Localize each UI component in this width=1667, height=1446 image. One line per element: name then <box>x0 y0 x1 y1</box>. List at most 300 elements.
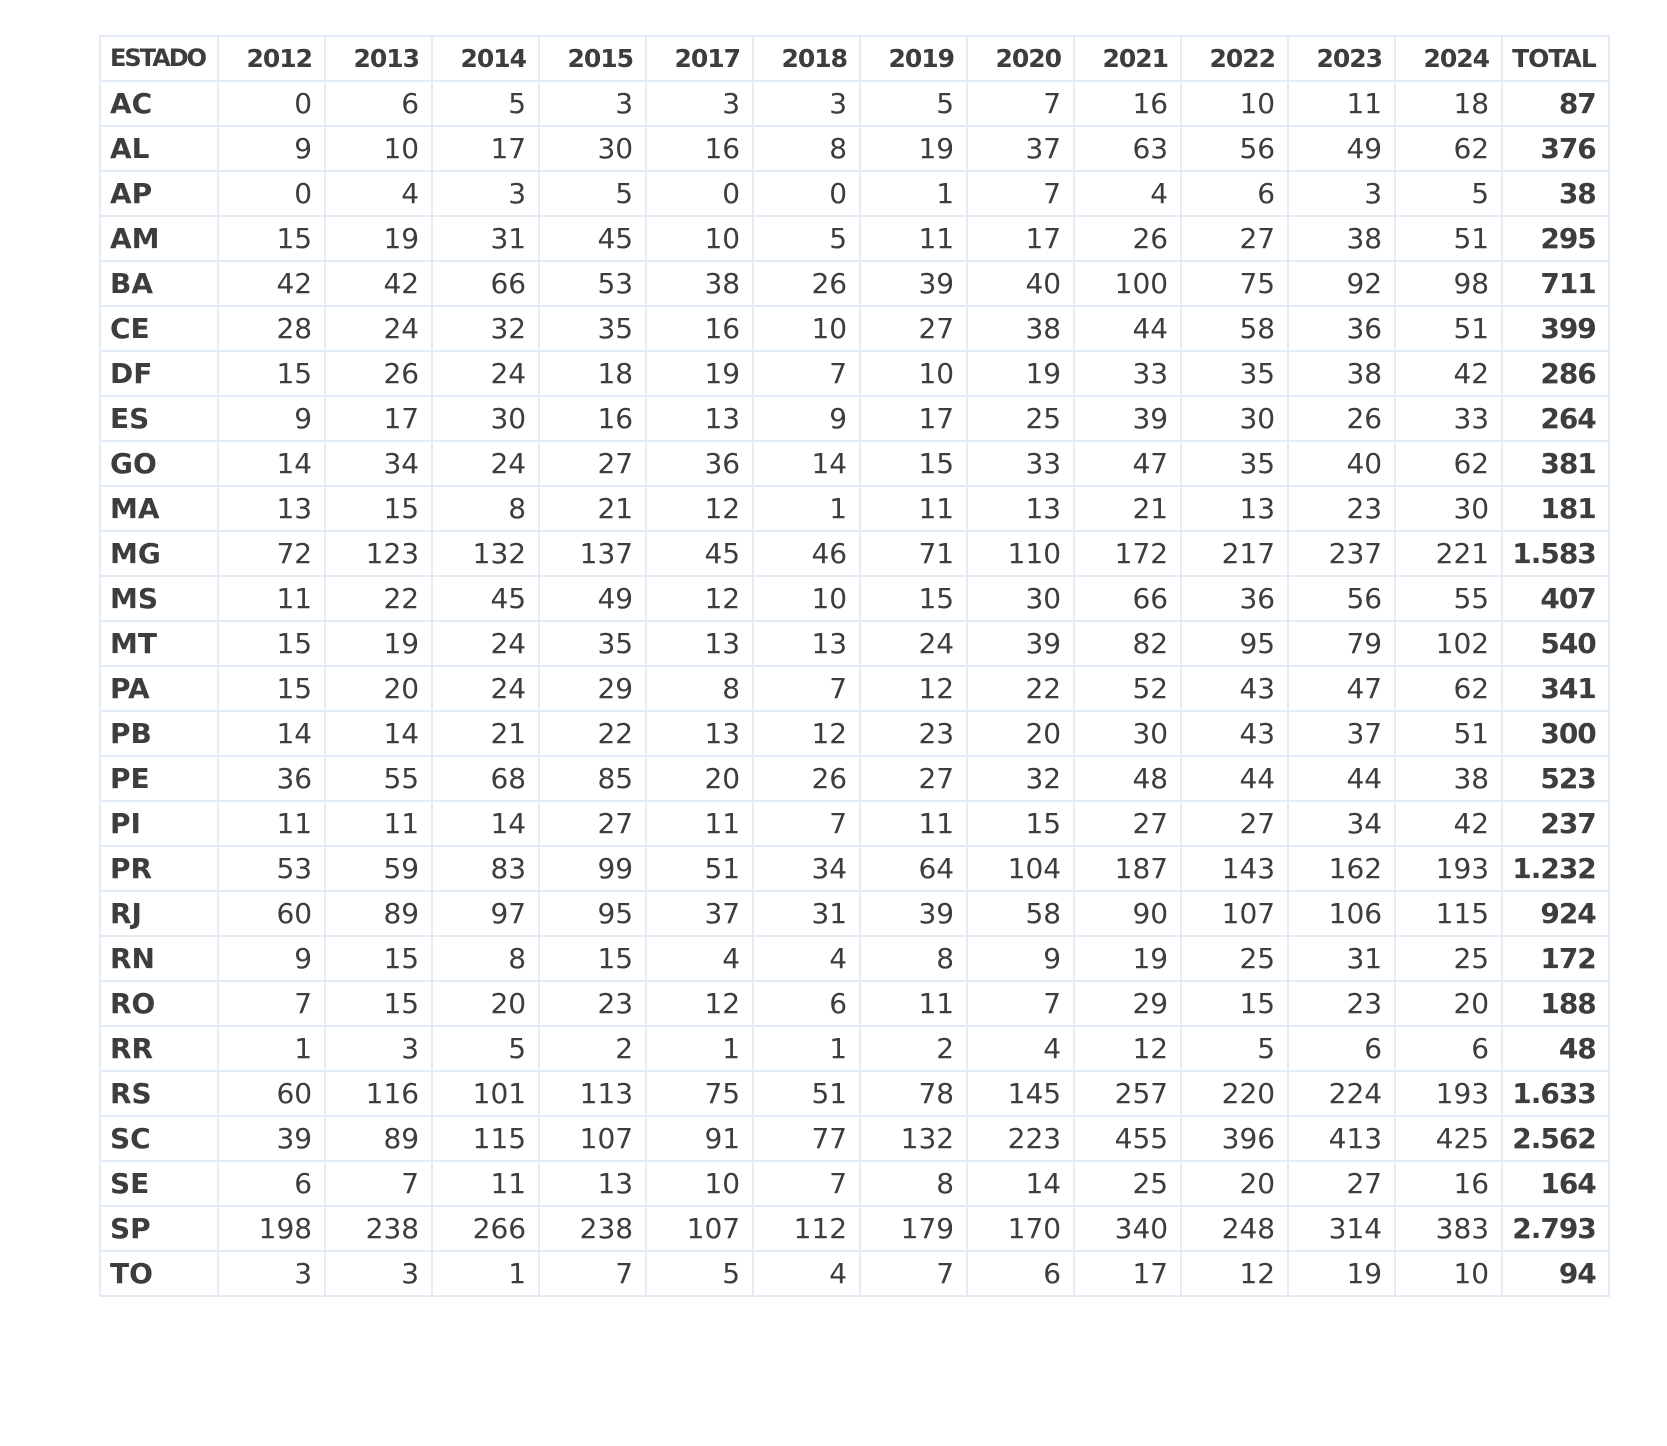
value-cell: 47 <box>1288 666 1395 711</box>
value-cell: 1 <box>432 1251 539 1296</box>
value-cell: 7 <box>753 666 860 711</box>
value-cell: 10 <box>753 306 860 351</box>
value-cell: 55 <box>325 756 432 801</box>
value-cell: 6 <box>753 981 860 1026</box>
value-cell: 14 <box>753 441 860 486</box>
value-cell: 31 <box>753 891 860 936</box>
value-cell: 8 <box>860 936 967 981</box>
total-cell: 300 <box>1502 711 1609 756</box>
value-cell: 42 <box>325 261 432 306</box>
value-cell: 4 <box>753 1251 860 1296</box>
value-cell: 8 <box>432 936 539 981</box>
value-cell: 62 <box>1395 441 1502 486</box>
value-cell: 17 <box>967 216 1074 261</box>
value-cell: 110 <box>967 531 1074 576</box>
value-cell: 6 <box>325 81 432 126</box>
total-cell: 237 <box>1502 801 1609 846</box>
value-cell: 22 <box>539 711 646 756</box>
value-cell: 8 <box>646 666 753 711</box>
value-cell: 63 <box>1074 126 1181 171</box>
value-cell: 115 <box>1395 891 1502 936</box>
value-cell: 24 <box>432 621 539 666</box>
value-cell: 23 <box>860 711 967 756</box>
value-cell: 8 <box>753 126 860 171</box>
value-cell: 34 <box>325 441 432 486</box>
value-cell: 15 <box>967 801 1074 846</box>
value-cell: 217 <box>1181 531 1288 576</box>
value-cell: 15 <box>325 936 432 981</box>
value-cell: 383 <box>1395 1206 1502 1251</box>
value-cell: 15 <box>218 621 325 666</box>
table-row <box>100 981 1609 1026</box>
value-cell: 62 <box>1395 666 1502 711</box>
value-cell: 1 <box>860 171 967 216</box>
value-cell: 15 <box>218 666 325 711</box>
value-cell: 0 <box>646 171 753 216</box>
value-cell: 6 <box>1395 1026 1502 1071</box>
total-cell: 87 <box>1502 81 1609 126</box>
total-cell: 711 <box>1502 261 1609 306</box>
value-cell: 27 <box>860 756 967 801</box>
value-cell: 15 <box>218 216 325 261</box>
table-row <box>100 711 1609 756</box>
value-cell: 26 <box>1074 216 1181 261</box>
value-cell: 33 <box>1074 351 1181 396</box>
value-cell: 27 <box>1288 1161 1395 1206</box>
header-cell-total: TOTAL <box>1502 36 1609 81</box>
value-cell: 82 <box>1074 621 1181 666</box>
value-cell: 7 <box>753 801 860 846</box>
state-cell: ES <box>100 396 218 441</box>
value-cell: 45 <box>432 576 539 621</box>
header-cell-year: 2021 <box>1074 36 1181 81</box>
value-cell: 34 <box>1288 801 1395 846</box>
value-cell: 51 <box>1395 306 1502 351</box>
value-cell: 187 <box>1074 846 1181 891</box>
value-cell: 162 <box>1288 846 1395 891</box>
value-cell: 238 <box>325 1206 432 1251</box>
header-cell-year: 2018 <box>753 36 860 81</box>
value-cell: 45 <box>539 216 646 261</box>
value-cell: 35 <box>539 306 646 351</box>
value-cell: 0 <box>753 171 860 216</box>
value-cell: 56 <box>1288 576 1395 621</box>
value-cell: 24 <box>325 306 432 351</box>
value-cell: 3 <box>218 1251 325 1296</box>
value-cell: 42 <box>1395 351 1502 396</box>
table-row <box>100 351 1609 396</box>
value-cell: 39 <box>860 261 967 306</box>
data-table <box>99 35 1610 1297</box>
state-cell: SE <box>100 1161 218 1206</box>
value-cell: 132 <box>432 531 539 576</box>
value-cell: 137 <box>539 531 646 576</box>
value-cell: 4 <box>753 936 860 981</box>
value-cell: 11 <box>860 216 967 261</box>
value-cell: 12 <box>753 711 860 756</box>
value-cell: 55 <box>1395 576 1502 621</box>
value-cell: 104 <box>967 846 1074 891</box>
table-row <box>100 261 1609 306</box>
value-cell: 25 <box>1181 936 1288 981</box>
value-cell: 10 <box>646 1161 753 1206</box>
value-cell: 5 <box>539 171 646 216</box>
value-cell: 6 <box>1288 1026 1395 1071</box>
value-cell: 51 <box>1395 216 1502 261</box>
value-cell: 14 <box>325 711 432 756</box>
value-cell: 60 <box>218 891 325 936</box>
value-cell: 48 <box>1074 756 1181 801</box>
value-cell: 10 <box>325 126 432 171</box>
value-cell: 13 <box>646 711 753 756</box>
value-cell: 4 <box>1074 171 1181 216</box>
value-cell: 29 <box>1074 981 1181 1026</box>
value-cell: 32 <box>967 756 1074 801</box>
value-cell: 42 <box>1395 801 1502 846</box>
value-cell: 20 <box>967 711 1074 756</box>
value-cell: 7 <box>325 1161 432 1206</box>
value-cell: 13 <box>218 486 325 531</box>
value-cell: 193 <box>1395 1071 1502 1116</box>
header-cell-year: 2022 <box>1181 36 1288 81</box>
state-cell: MA <box>100 486 218 531</box>
table-row <box>100 576 1609 621</box>
value-cell: 92 <box>1288 261 1395 306</box>
value-cell: 30 <box>1395 486 1502 531</box>
total-cell: 295 <box>1502 216 1609 261</box>
value-cell: 19 <box>860 126 967 171</box>
table-row <box>100 531 1609 576</box>
value-cell: 35 <box>539 621 646 666</box>
header-cell-year: 2020 <box>967 36 1074 81</box>
value-cell: 56 <box>1181 126 1288 171</box>
state-cell: TO <box>100 1251 218 1296</box>
value-cell: 266 <box>432 1206 539 1251</box>
state-cell: RN <box>100 936 218 981</box>
value-cell: 221 <box>1395 531 1502 576</box>
value-cell: 37 <box>1288 711 1395 756</box>
value-cell: 13 <box>539 1161 646 1206</box>
value-cell: 26 <box>1288 396 1395 441</box>
state-cell: AP <box>100 171 218 216</box>
data-table-container <box>99 35 1610 1297</box>
value-cell: 7 <box>860 1251 967 1296</box>
value-cell: 77 <box>753 1116 860 1161</box>
value-cell: 51 <box>753 1071 860 1116</box>
value-cell: 21 <box>539 486 646 531</box>
table-row <box>100 801 1609 846</box>
value-cell: 89 <box>325 1116 432 1161</box>
header-cell-state: ESTADO <box>100 36 218 81</box>
value-cell: 14 <box>967 1161 1074 1206</box>
value-cell: 107 <box>539 1116 646 1161</box>
value-cell: 90 <box>1074 891 1181 936</box>
value-cell: 20 <box>1181 1161 1288 1206</box>
value-cell: 35 <box>1181 351 1288 396</box>
value-cell: 43 <box>1181 666 1288 711</box>
value-cell: 224 <box>1288 1071 1395 1116</box>
value-cell: 107 <box>1181 891 1288 936</box>
value-cell: 19 <box>1288 1251 1395 1296</box>
value-cell: 2 <box>539 1026 646 1071</box>
value-cell: 27 <box>860 306 967 351</box>
value-cell: 99 <box>539 846 646 891</box>
value-cell: 12 <box>1181 1251 1288 1296</box>
value-cell: 11 <box>860 801 967 846</box>
value-cell: 13 <box>967 486 1074 531</box>
value-cell: 20 <box>646 756 753 801</box>
header-cell-year: 2019 <box>860 36 967 81</box>
table-row <box>100 1026 1609 1071</box>
value-cell: 22 <box>325 576 432 621</box>
state-cell: PI <box>100 801 218 846</box>
total-cell: 1.583 <box>1502 531 1609 576</box>
value-cell: 15 <box>325 486 432 531</box>
value-cell: 49 <box>1288 126 1395 171</box>
value-cell: 23 <box>1288 981 1395 1026</box>
value-cell: 30 <box>967 576 1074 621</box>
value-cell: 5 <box>1181 1026 1288 1071</box>
table-row <box>100 1116 1609 1161</box>
value-cell: 59 <box>325 846 432 891</box>
value-cell: 238 <box>539 1206 646 1251</box>
total-cell: 399 <box>1502 306 1609 351</box>
value-cell: 17 <box>432 126 539 171</box>
value-cell: 11 <box>860 981 967 1026</box>
value-cell: 10 <box>1181 81 1288 126</box>
value-cell: 36 <box>218 756 325 801</box>
value-cell: 198 <box>218 1206 325 1251</box>
value-cell: 64 <box>860 846 967 891</box>
header-cell-year: 2012 <box>218 36 325 81</box>
value-cell: 27 <box>1181 216 1288 261</box>
value-cell: 4 <box>325 171 432 216</box>
value-cell: 106 <box>1288 891 1395 936</box>
value-cell: 12 <box>646 576 753 621</box>
state-cell: BA <box>100 261 218 306</box>
value-cell: 25 <box>967 396 1074 441</box>
value-cell: 11 <box>646 801 753 846</box>
value-cell: 39 <box>967 621 1074 666</box>
value-cell: 38 <box>967 306 1074 351</box>
total-cell: 94 <box>1502 1251 1609 1296</box>
value-cell: 314 <box>1288 1206 1395 1251</box>
table-row <box>100 1206 1609 1251</box>
state-cell: SP <box>100 1206 218 1251</box>
value-cell: 115 <box>432 1116 539 1161</box>
value-cell: 25 <box>1074 1161 1181 1206</box>
value-cell: 27 <box>1181 801 1288 846</box>
value-cell: 16 <box>646 126 753 171</box>
value-cell: 7 <box>539 1251 646 1296</box>
value-cell: 14 <box>432 801 539 846</box>
value-cell: 123 <box>325 531 432 576</box>
value-cell: 19 <box>646 351 753 396</box>
value-cell: 38 <box>1288 216 1395 261</box>
value-cell: 170 <box>967 1206 1074 1251</box>
value-cell: 13 <box>1181 486 1288 531</box>
value-cell: 91 <box>646 1116 753 1161</box>
value-cell: 12 <box>646 981 753 1026</box>
value-cell: 8 <box>432 486 539 531</box>
value-cell: 44 <box>1181 756 1288 801</box>
value-cell: 112 <box>753 1206 860 1251</box>
value-cell: 5 <box>753 216 860 261</box>
state-cell: MG <box>100 531 218 576</box>
table-row <box>100 846 1609 891</box>
value-cell: 413 <box>1288 1116 1395 1161</box>
table-body <box>100 81 1609 1296</box>
value-cell: 248 <box>1181 1206 1288 1251</box>
value-cell: 11 <box>432 1161 539 1206</box>
value-cell: 4 <box>646 936 753 981</box>
value-cell: 102 <box>1395 621 1502 666</box>
table-row <box>100 81 1609 126</box>
value-cell: 30 <box>1181 396 1288 441</box>
state-cell: AC <box>100 81 218 126</box>
value-cell: 193 <box>1395 846 1502 891</box>
value-cell: 95 <box>1181 621 1288 666</box>
value-cell: 18 <box>1395 81 1502 126</box>
value-cell: 47 <box>1074 441 1181 486</box>
value-cell: 24 <box>860 621 967 666</box>
value-cell: 44 <box>1074 306 1181 351</box>
value-cell: 97 <box>432 891 539 936</box>
table-row <box>100 756 1609 801</box>
total-cell: 540 <box>1502 621 1609 666</box>
value-cell: 9 <box>218 936 325 981</box>
total-cell: 48 <box>1502 1026 1609 1071</box>
value-cell: 28 <box>218 306 325 351</box>
value-cell: 9 <box>967 936 1074 981</box>
value-cell: 11 <box>218 576 325 621</box>
value-cell: 220 <box>1181 1071 1288 1116</box>
value-cell: 16 <box>1395 1161 1502 1206</box>
table-header-row <box>100 36 1609 81</box>
state-cell: AM <box>100 216 218 261</box>
value-cell: 19 <box>325 621 432 666</box>
value-cell: 101 <box>432 1071 539 1116</box>
value-cell: 66 <box>432 261 539 306</box>
value-cell: 3 <box>646 81 753 126</box>
header-cell-year: 2023 <box>1288 36 1395 81</box>
value-cell: 223 <box>967 1116 1074 1161</box>
value-cell: 24 <box>432 351 539 396</box>
value-cell: 19 <box>325 216 432 261</box>
value-cell: 19 <box>967 351 1074 396</box>
value-cell: 5 <box>646 1251 753 1296</box>
state-cell: MT <box>100 621 218 666</box>
value-cell: 113 <box>539 1071 646 1116</box>
value-cell: 37 <box>967 126 1074 171</box>
value-cell: 95 <box>539 891 646 936</box>
value-cell: 44 <box>1288 756 1395 801</box>
value-cell: 26 <box>753 756 860 801</box>
total-cell: 1.633 <box>1502 1071 1609 1116</box>
value-cell: 68 <box>432 756 539 801</box>
header-cell-year: 2017 <box>646 36 753 81</box>
table-row <box>100 126 1609 171</box>
value-cell: 21 <box>1074 486 1181 531</box>
value-cell: 3 <box>539 81 646 126</box>
value-cell: 7 <box>753 351 860 396</box>
value-cell: 4 <box>967 1026 1074 1071</box>
value-cell: 27 <box>539 441 646 486</box>
value-cell: 7 <box>967 171 1074 216</box>
value-cell: 37 <box>646 891 753 936</box>
state-cell: RO <box>100 981 218 1026</box>
total-cell: 381 <box>1502 441 1609 486</box>
table-row <box>100 666 1609 711</box>
value-cell: 38 <box>1288 351 1395 396</box>
value-cell: 52 <box>1074 666 1181 711</box>
value-cell: 13 <box>646 396 753 441</box>
value-cell: 39 <box>860 891 967 936</box>
value-cell: 16 <box>539 396 646 441</box>
header-cell-year: 2024 <box>1395 36 1502 81</box>
value-cell: 19 <box>1074 936 1181 981</box>
value-cell: 11 <box>218 801 325 846</box>
value-cell: 40 <box>967 261 1074 306</box>
table-row <box>100 621 1609 666</box>
value-cell: 7 <box>218 981 325 1026</box>
value-cell: 237 <box>1288 531 1395 576</box>
value-cell: 45 <box>646 531 753 576</box>
value-cell: 35 <box>1181 441 1288 486</box>
value-cell: 15 <box>860 441 967 486</box>
value-cell: 0 <box>218 81 325 126</box>
state-cell: RS <box>100 1071 218 1116</box>
table-row <box>100 441 1609 486</box>
value-cell: 6 <box>967 1251 1074 1296</box>
value-cell: 257 <box>1074 1071 1181 1116</box>
table-row <box>100 486 1609 531</box>
value-cell: 36 <box>1288 306 1395 351</box>
value-cell: 11 <box>1288 81 1395 126</box>
value-cell: 39 <box>1074 396 1181 441</box>
value-cell: 23 <box>539 981 646 1026</box>
value-cell: 5 <box>860 81 967 126</box>
value-cell: 23 <box>1288 486 1395 531</box>
table-row <box>100 396 1609 441</box>
value-cell: 14 <box>218 441 325 486</box>
value-cell: 15 <box>539 936 646 981</box>
value-cell: 3 <box>432 171 539 216</box>
value-cell: 3 <box>753 81 860 126</box>
value-cell: 132 <box>860 1116 967 1161</box>
total-cell: 407 <box>1502 576 1609 621</box>
value-cell: 17 <box>860 396 967 441</box>
value-cell: 15 <box>325 981 432 1026</box>
value-cell: 2 <box>860 1026 967 1071</box>
value-cell: 27 <box>1074 801 1181 846</box>
value-cell: 17 <box>1074 1251 1181 1296</box>
value-cell: 36 <box>646 441 753 486</box>
value-cell: 33 <box>1395 396 1502 441</box>
value-cell: 39 <box>218 1116 325 1161</box>
value-cell: 43 <box>1181 711 1288 756</box>
value-cell: 100 <box>1074 261 1181 306</box>
value-cell: 1 <box>646 1026 753 1071</box>
value-cell: 62 <box>1395 126 1502 171</box>
value-cell: 21 <box>432 711 539 756</box>
value-cell: 16 <box>1074 81 1181 126</box>
table-row <box>100 306 1609 351</box>
value-cell: 71 <box>860 531 967 576</box>
value-cell: 116 <box>325 1071 432 1116</box>
value-cell: 32 <box>432 306 539 351</box>
value-cell: 60 <box>218 1071 325 1116</box>
